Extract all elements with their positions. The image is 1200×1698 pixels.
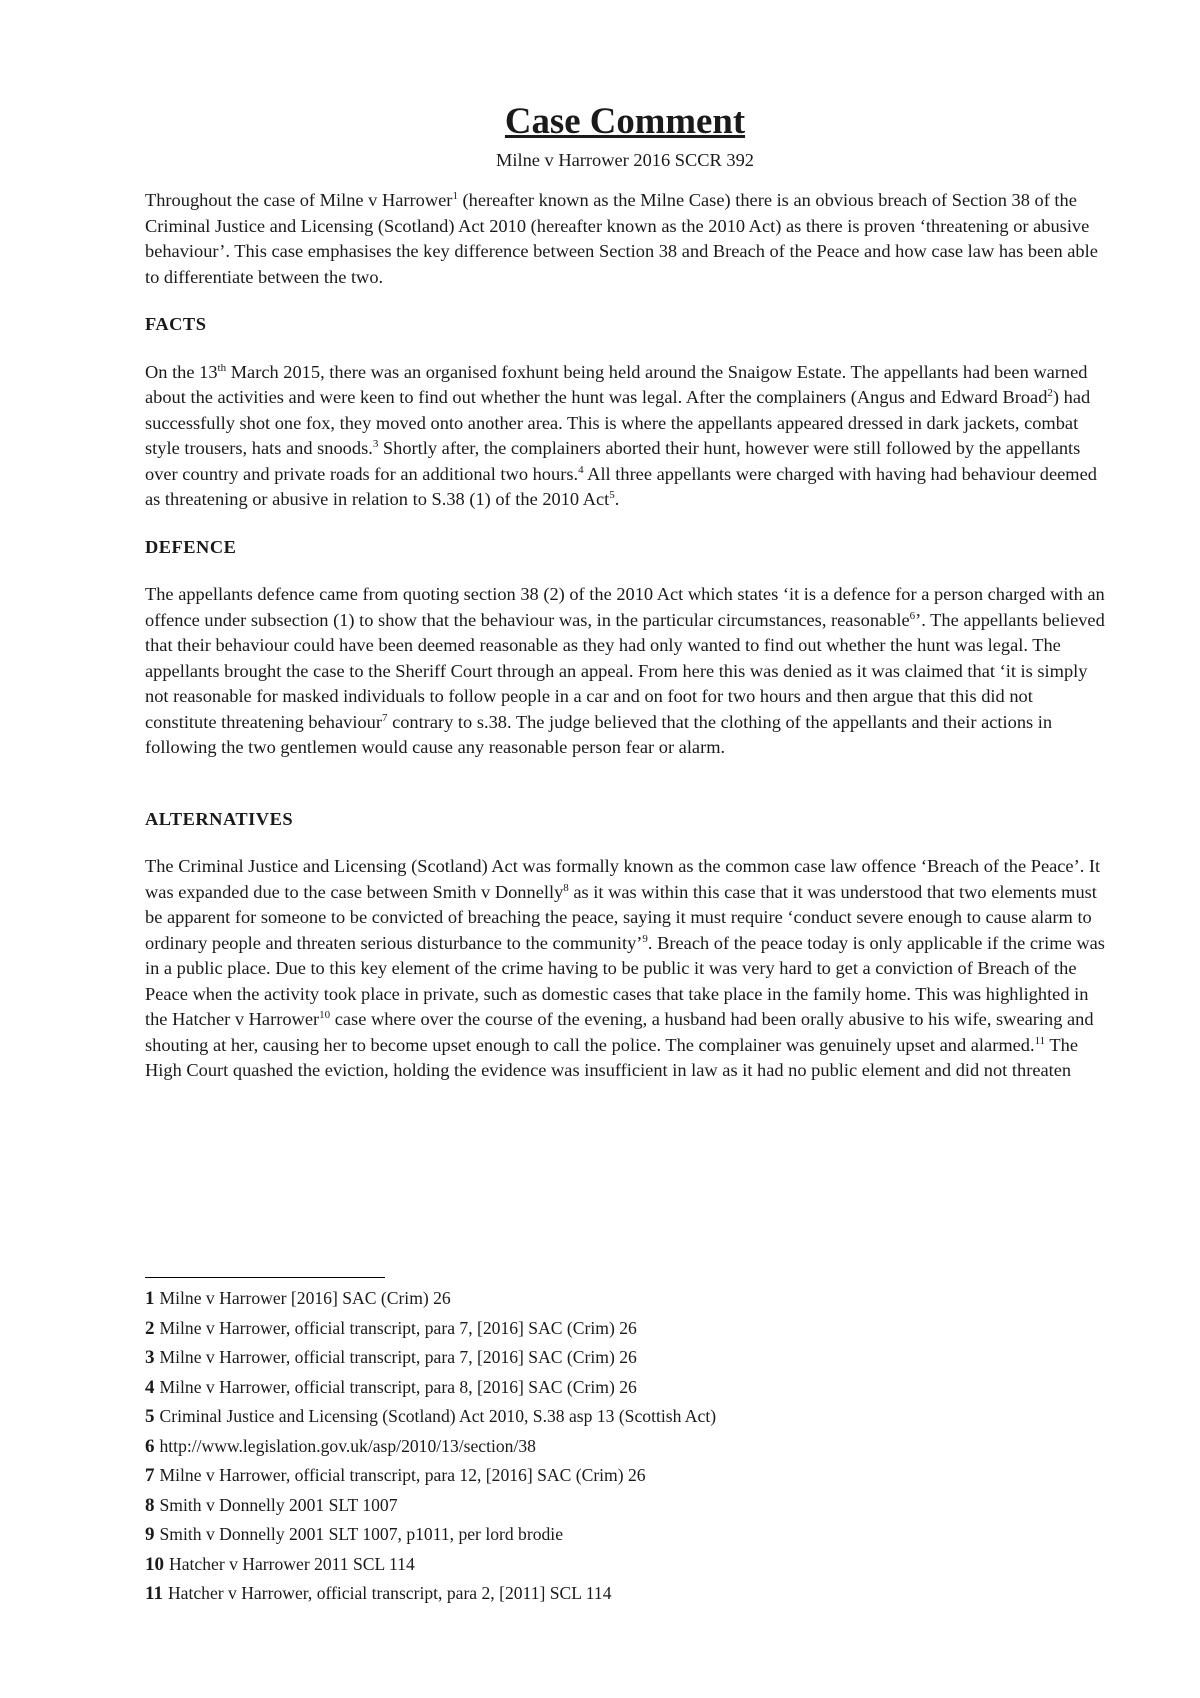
footnote-ref[interactable]: 7 [381, 711, 388, 724]
footnote-ref[interactable]: 4 [578, 463, 584, 476]
footnote-ref[interactable]: 3 [372, 437, 379, 450]
facts-paragraph: On the 13th March 2015, there was an organised foxhunt being held around the Snaigow Estate. The appellants had been warned about the activities and were keen to find out whether the hunt was legal. After the complainers (Angus and Edward Broad$^2$) had successfully shot one fox, they moved onto another area. This is where the appellants appeared dressed in dark jackets, combat style trousers, hats and snoods.$^3$ Shortly after, the complainers aborted their hunt, however were still followed by the appellants over country and private roads for an additional two hours.$^4$ All three appellants were charged with having had behaviour deemed as threatening or abusive in relation to S.38 (1) of the 2010 Act$^5$. [145, 361, 1097, 509]
footnote-ref[interactable]: 8 [563, 881, 569, 894]
footnote-item: 6 http://www.legislation.gov.uk/asp/2010/13/section/38 [145, 1435, 536, 1457]
document-body [145, 100, 1105, 1084]
footnote-item: 8 Smith v Donnelly 2001 SLT 1007 [145, 1494, 398, 1516]
case-citation: Milne v Harrower 2016 SCCR 392 [496, 150, 754, 170]
defence-paragraph: The appellants defence came from quoting section 38 (2) of the 2010 Act which states ‘it is a defence for a person charged with an offence under subsection (1) to show that the behaviour was, in the particular circumstances, reasonable$^6$’. The appellants believed that their behaviour could have been deemed reasonable as they had only wanted to find out whether the hunt was legal. The appellants brought the case to the Sheriff Court through an appeal. From here this was denied as it was claimed that ‘it is simply not reasonable for masked individuals to follow people in a car and on foot for two hours and then argue that this did not constitute threatening behaviour$^7$ contrary to s.38. The judge believed that the clothing of the appellants and their actions in following the two gentlemen would cause any reasonable person fear or alarm. [145, 584, 1105, 757]
footnote-ref[interactable]: 6 [909, 609, 916, 622]
footnote-item: 11 Hatcher v Harrower, official transcript, para 2, [2011] SCL 114 [145, 1583, 612, 1604]
footnote-item: 3 Milne v Harrower, official transcript, para 7, [2016] SAC (Crim) 26 [145, 1347, 637, 1368]
footnote-item: 5 Criminal Justice and Licensing (Scotland) Act 2010, S.38 asp 13 (Scottish Act) [145, 1406, 717, 1427]
footnote-ref[interactable]: 1 [452, 189, 458, 202]
footnote-item: 9 Smith v Donnelly 2001 SLT 1007, p1011, per lord brodie [145, 1524, 564, 1545]
footnote-item: 1 Milne v Harrower [2016] SAC (Crim) 26 [145, 1288, 451, 1309]
intro-paragraph: Throughout the case of Milne v Harrower$^1$ (hereafter known as the Milne Case) there is an obvious breach of Section 38 of the Criminal Justice and Licensing (Scotland) Act 2010 (hereafter known as the 2010 Act) as there is proven ‘threatening or abusive behaviour’. This case emphasises the key difference between Section 38 and Breach of the Peace and how case law has been able to differentiate between the two. [145, 189, 1098, 287]
footnote-item: 4 Milne v Harrower, official transcript, para 8, [2016] SAC (Crim) 26 [145, 1376, 637, 1398]
footnote-separator [145, 1277, 385, 1278]
alternatives-paragraph: The Criminal Justice and Licensing (Scotland) Act was formally known as the common case law offence ‘Breach of the Peace’. It was expanded due to the case between Smith v Donnelly$^8$ as it was within this case that it was understood that two elements must be apparent for someone to be convicted of breaching the peace, saying it must require ‘conduct severe enough to cause alarm to ordinary people and threaten serious disturbance to the community’$^9$. Breach of the peace today is only applicable if the crime was in a public place. Due to this key element of the crime having to be public it was very hard to get a conviction of Breach of the Peace when the activity took place in private, such as domestic cases that take place in the family home. This was highlighted in the Hatcher v Harrower$^{10}$ case where over the course of the evening, a husband had been orally abusive to his wife, swearing and shouting at her, causing her to become upset enough to call the police. The complainer was genuinely upset and alarmed.$^{11}$ The High Court quashed the eviction, holding the evidence was insufficient in law as it had no public element and did not threaten [145, 856, 1105, 1080]
document-title: Case Comment [504, 100, 746, 141]
defence-heading: DEFENCE [145, 536, 237, 557]
footnote-ref[interactable]: 2 [1047, 386, 1053, 399]
footnote-ref[interactable]: 5 [609, 488, 615, 501]
footnote-ref[interactable]: 11 [1034, 1034, 1046, 1047]
footnote-link[interactable]: http://www.legislation.gov.uk/asp/2010/13/section/38 [159, 1435, 536, 1456]
footnote-ref[interactable]: 9 [642, 932, 648, 945]
alternatives-heading: ALTERNATIVES [145, 808, 294, 829]
footnote-item: 10 Hatcher v Harrower 2011 SCL 114 [145, 1553, 415, 1575]
footnote-ref[interactable]: 10 [319, 1008, 331, 1021]
facts-heading: FACTS [145, 314, 207, 334]
footnote-item: 2 Milne v Harrower, official transcript, para 7, [2016] SAC (Crim) 26 [145, 1317, 637, 1339]
footnote-item: 7 Milne v Harrower, official transcript, para 12, [2016] SAC (Crim) 26 [145, 1465, 646, 1486]
footnotes-list [145, 1284, 1105, 1609]
